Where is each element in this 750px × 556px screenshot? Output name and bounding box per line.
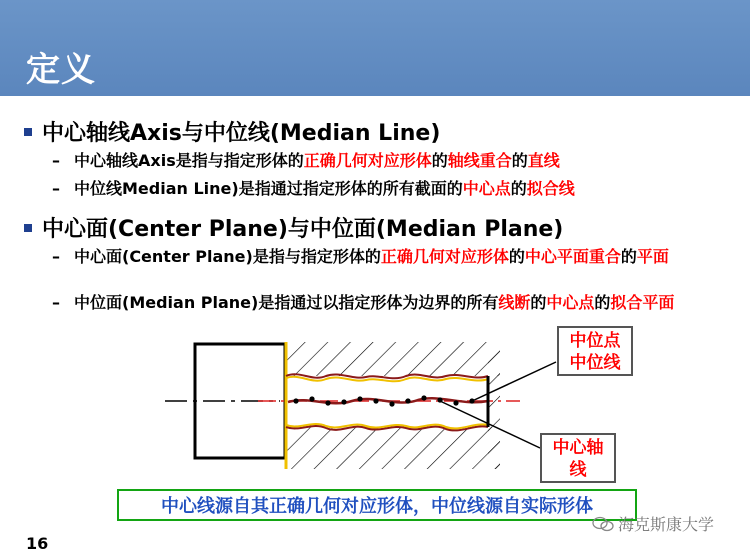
- bullet-square-icon: [24, 224, 32, 232]
- watermark: [592, 512, 714, 535]
- highlight-text: 平面: [636, 247, 669, 266]
- body-text: 的: [431, 151, 448, 170]
- highlight-text: 线断: [498, 293, 531, 312]
- hatched-region-bottom: [286, 427, 500, 469]
- sub-bullet-axis-def: [52, 152, 732, 170]
- sub-bullet-text: [74, 180, 732, 198]
- section-heading-plane: [24, 212, 563, 243]
- summary-banner: 中心线源自其正确几何对应形体，中位线源自实际形体: [117, 489, 637, 521]
- highlight-text: 直线: [527, 151, 560, 170]
- axis-median-diagram: [0, 330, 750, 490]
- callout-median: 中位点 中位线: [557, 326, 633, 376]
- hatched-region-top: [286, 342, 500, 376]
- body-text: 的: [620, 247, 637, 266]
- bullet-square-icon: [24, 128, 32, 136]
- dash-marker: –: [52, 247, 60, 266]
- sub-bullet-text: [74, 294, 732, 312]
- title-bar: [0, 0, 750, 96]
- body-text: 中位线Median Line)是指通过指定形体的所有截面的: [74, 179, 463, 198]
- page-number: 16: [26, 534, 49, 553]
- sub-bullet-center-plane-def: [52, 248, 732, 266]
- dash-marker: –: [52, 151, 60, 170]
- body-text: 的: [530, 293, 547, 312]
- body-text: 中位面(Median Plane)是指通过以指定形体为边界的所有: [74, 293, 499, 312]
- body-text: 的: [508, 247, 525, 266]
- sub-bullet-text: [74, 248, 732, 266]
- highlight-text: 拟合平面: [610, 293, 675, 312]
- slide-title: 定义: [26, 50, 96, 90]
- section-heading-axis: [24, 116, 440, 147]
- highlight-text: 拟合线: [526, 179, 575, 198]
- body-text: 的: [510, 179, 527, 198]
- body-text: 的: [511, 151, 528, 170]
- section-heading-text: 中心面(Center Plane)与中位面(Median Plane): [42, 217, 564, 242]
- dash-marker: –: [52, 293, 60, 312]
- dash-marker: –: [52, 179, 60, 198]
- section-heading-text: 中心轴线Axis与中位线(Median Line): [42, 121, 441, 146]
- highlight-text: 中心平面重合: [524, 247, 621, 266]
- sub-bullet-median-line-def: [52, 180, 732, 198]
- highlight-text: 中心点: [462, 179, 511, 198]
- body-text: 的: [594, 293, 611, 312]
- chat-bubble-icon: [592, 516, 614, 532]
- highlight-text: 轴线重合: [447, 151, 512, 170]
- sub-bullet-median-plane-def: [52, 294, 732, 312]
- callout-axis: 中心轴 线: [540, 433, 616, 483]
- hatched-region-right: [488, 342, 500, 469]
- watermark-text: 海克斯康大学: [618, 515, 715, 534]
- sub-bullet-text: [74, 152, 732, 170]
- body-text: 中心面(Center Plane)是指与指定形体的: [74, 247, 381, 266]
- body-text: 中心轴线Axis是指与指定形体的: [74, 151, 304, 170]
- highlight-text: 正确几何对应形体: [380, 247, 509, 266]
- highlight-text: 中心点: [546, 293, 595, 312]
- highlight-text: 正确几何对应形体: [303, 151, 432, 170]
